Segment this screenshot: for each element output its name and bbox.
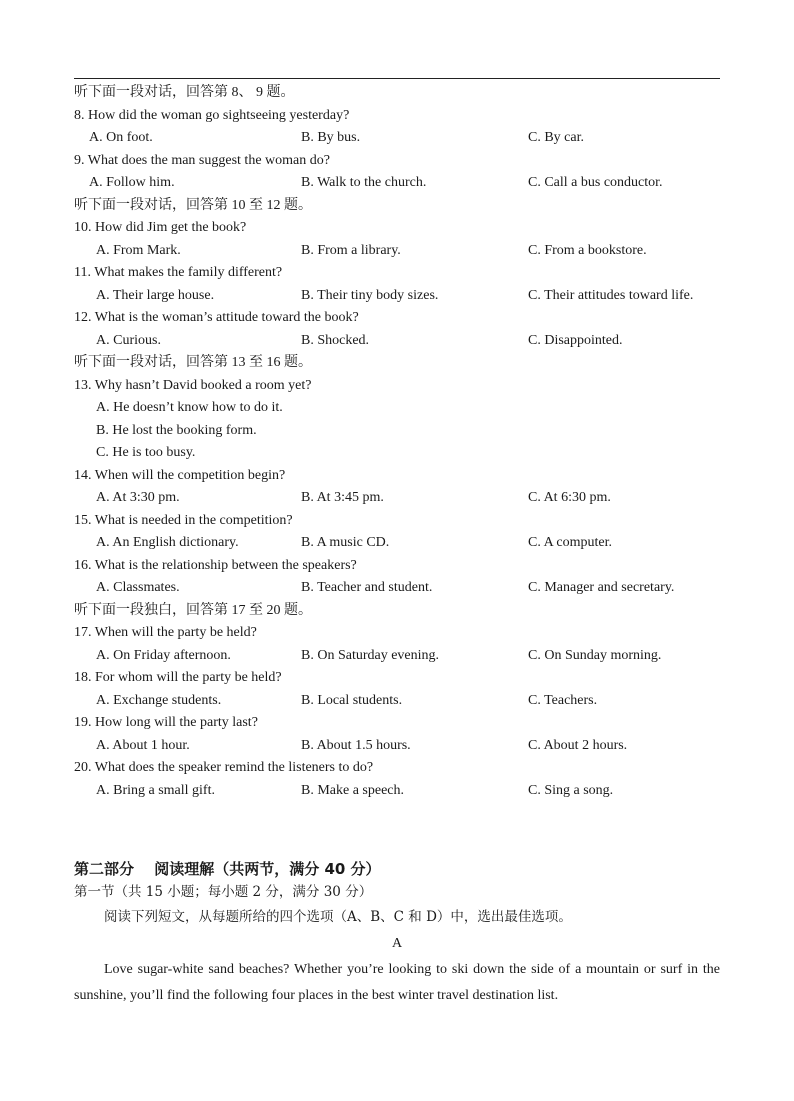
instruction-17-20: 听下面一段独白，回答第 17 至 20 题。 [74,602,312,618]
option-a: A. Follow him. [89,175,175,190]
option-c: C. From a bookstore. [528,242,647,258]
options-11 [74,285,720,308]
options-18 [74,690,720,713]
option-b: B. A music CD. [301,535,390,550]
option-c: C. At 6:30 pm. [528,490,611,505]
option-a: A. On Friday afternoon. [96,647,231,663]
options-10 [74,240,720,263]
option-b: B. About 1.5 hours. [301,737,411,753]
option-b: B. He lost the booking form. [96,422,257,438]
instruction-8-9: 听下面一段对话，回答第 8、 9 题。 [74,85,295,100]
option-c: C. Disappointed. [528,332,623,348]
question-15: 15. What is needed in the competition? [74,512,293,528]
instruction-13-16: 听下面一段对话，回答第 13 至 16 题。 [74,355,312,370]
question-16: 16. What is the relationship between the speakers? [74,557,357,573]
option-a: A. About 1 hour. [96,737,190,753]
question-14: 14. When will the competition begin? [74,467,286,483]
part2-title: 第二部分 阅读理解（共两节，满分 40 分） [74,860,381,878]
question-11: 11. What makes the family different? [74,265,283,280]
section1-heading: 第一节（共 15 小题；每小题 2 分，满分 30 分） [74,883,373,900]
options-16 [74,577,720,600]
option-b: B. By bus. [301,130,361,145]
section-spacer [74,802,720,858]
option-b: B. On Saturday evening. [301,647,440,663]
question-17: 17. When will the party be held? [74,625,257,640]
options-20 [74,780,720,803]
options-8 [74,127,720,150]
option-b: B. From a library. [301,242,401,258]
exam-page [74,82,720,1009]
option-b: B. Walk to the church. [301,175,427,190]
option-a: A. Curious. [96,332,161,348]
option-a: A. From Mark. [96,242,181,258]
options-17 [74,645,720,668]
option-c: C. Sing a song. [528,782,614,798]
question-13: 13. Why hasn’t David booked a room yet? [74,377,312,393]
option-a: A. An English dictionary. [96,535,239,550]
option-c: C. Their attitudes toward life. [528,287,694,303]
question-18: 18. For whom will the party be held? [74,670,282,685]
option-c: C. Call a bus conductor. [528,175,663,190]
question-19: 19. How long will the party last? [74,715,258,730]
instruction-10-12: 听下面一段对话，回答第 10 至 12 题。 [74,197,312,213]
options-12 [74,330,720,353]
options-14 [74,487,720,510]
options-19 [74,735,720,758]
question-12: 12. What is the woman’s attitude toward the book? [74,310,359,325]
option-a: A. At 3:30 pm. [96,490,180,505]
options-15 [74,532,720,555]
question-8: 8. How did the woman go sightseeing yesterday? [74,107,350,123]
option-c: C. On Sunday morning. [528,647,662,663]
option-c: C. By car. [528,130,584,145]
passage-paragraph: Love sugar-white sand beaches? Whether you’re looking to ski down the side of a mountain or surf in the sunshine, you’ll find the following four places in the best winter travel destination list. [74,962,720,1003]
option-a: A. Classmates. [96,580,180,595]
question-9: 9. What does the man suggest the woman do? [74,152,330,168]
reading-directions: 阅读下列短文，从每题所给的四个选项（A、B、C 和 D）中，选出最佳选项。 [104,909,572,925]
option-b: B. Teacher and student. [301,580,433,595]
option-a: A. On foot. [89,130,153,145]
top-rule [74,78,720,79]
option-c: C. Manager and secretary. [528,580,675,595]
option-a: A. Their large house. [96,287,215,303]
question-20: 20. What does the speaker remind the listeners to do? [74,760,374,775]
option-c: C. About 2 hours. [528,737,628,753]
option-b: B. Their tiny body sizes. [301,287,439,303]
option-c: C. Teachers. [528,692,598,708]
option-b: B. Shocked. [301,332,370,348]
option-a: A. He doesn’t know how to do it. [96,400,283,415]
option-a: A. Bring a small gift. [96,782,215,798]
option-b: B. Local students. [301,692,403,708]
option-c: C. A computer. [528,535,612,550]
passage-label: A [391,936,403,951]
option-c: C. He is too busy. [96,445,196,460]
option-b: B. Make a speech. [301,782,405,798]
question-10: 10. How did Jim get the book? [74,220,247,235]
options-9 [74,172,720,195]
option-b: B. At 3:45 pm. [301,490,384,505]
option-a: A. Exchange students. [96,692,222,708]
